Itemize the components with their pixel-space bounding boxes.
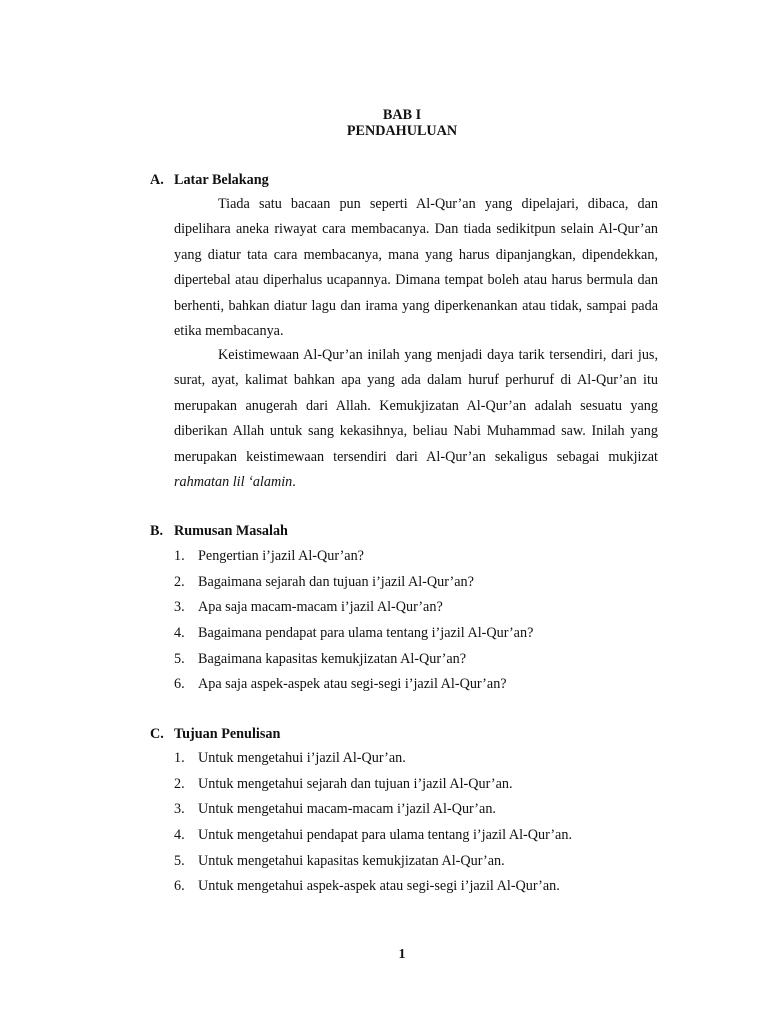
list-item <box>174 749 572 775</box>
section-c-letter: C. <box>150 726 164 742</box>
section-a-title: Latar Belakang <box>174 172 269 188</box>
chapter-number: BAB I <box>382 107 422 123</box>
section-a-heading <box>150 171 269 189</box>
list-text: Untuk mengetahui macam-macam i’jazil Al-Qur’an. <box>198 801 496 818</box>
section-b-title: Rumusan Masalah <box>174 523 288 539</box>
list-number: 1. <box>174 548 185 564</box>
list-text: Bagaimana pendapat para ulama tentang i’jazil Al-Qur’an? <box>198 625 534 642</box>
list-text: Apa saja aspek-aspek atau segi-segi i’jazil Al-Qur’an? <box>198 676 507 693</box>
list-text: Bagaimana kapasitas kemukjizatan Al-Qur’an? <box>198 650 467 667</box>
problem-list <box>174 547 533 701</box>
list-item <box>174 877 572 903</box>
paragraph-2-end: . <box>292 474 296 491</box>
page-number: 1 <box>398 947 406 962</box>
section-a-letter: A. <box>150 172 164 188</box>
list-number: 2. <box>174 573 185 590</box>
paragraph-2-italic: rahmatan lil ‘alamin <box>174 474 293 491</box>
list-text: Bagaimana sejarah dan tujuan i’jazil Al-Qur’an? <box>198 573 474 590</box>
list-item <box>174 826 572 852</box>
list-item <box>174 800 572 826</box>
section-c-title: Tujuan Penulisan <box>174 726 281 742</box>
list-number: 6. <box>174 676 185 693</box>
list-item <box>174 573 533 599</box>
list-number: 4. <box>174 625 185 642</box>
goal-list <box>174 749 572 903</box>
list-item <box>174 852 572 878</box>
list-number: 3. <box>174 801 185 818</box>
list-number: 1. <box>174 750 185 766</box>
section-b-heading <box>150 522 288 540</box>
list-item <box>174 598 533 624</box>
chapter-title: PENDAHULUAN <box>346 123 458 139</box>
list-number: 2. <box>174 775 185 792</box>
paragraph-2-main: Keistimewaan Al-Qur’an inilah yang menjadi daya tarik tersendiri, dari jus, surat, ayat, kalimat bahkan apa yang ada dalam huruf perhuruf di Al-Qur’an itu merupakan anugerah dari Allah. Kemukjizatan Al-Qur’an adalah sesuatu yang diberikan Allah untuk sang kekasihnya, beliau Nabi Muhammad saw. Inilah yang merupakan keistimewaan tersendiri dari Al-Qur’an sekaligus sebagai mukjizat <box>174 347 658 465</box>
list-text: Untuk mengetahui i’jazil Al-Qur’an. <box>198 750 406 766</box>
list-item <box>174 624 533 650</box>
list-text: Untuk mengetahui pendapat para ulama tentang i’jazil Al-Qur’an. <box>198 827 572 844</box>
section-a-paragraph-2 <box>174 343 658 495</box>
list-item <box>174 650 533 676</box>
list-number: 6. <box>174 878 185 895</box>
list-text: Untuk mengetahui sejarah dan tujuan i’jazil Al-Qur’an. <box>198 775 513 792</box>
section-a-paragraph-1: Tiada satu bacaan pun seperti Al-Qur’an yang dipelajari, dibaca, dan dipelihara aneka riwayat cara membacanya. Dan tiada sedikitpun selain Al-Qur’an yang diatur tata cara membacanya, mana yang harus dipanjangkan, dipendekkan, dipertebal atau diperhalus ucapannya. Dimana tempat boleh atau harus bermula dan berhenti, bahkan diatur lagu dan irama yang diperkenankan atau tidak, sampai pada etika membacanya. <box>174 196 658 340</box>
list-text: Apa saja macam-macam i’jazil Al-Qur’an? <box>198 599 443 616</box>
list-number: 5. <box>174 852 185 869</box>
list-number: 3. <box>174 599 185 616</box>
list-item <box>174 775 572 801</box>
list-number: 4. <box>174 827 185 844</box>
section-b-letter: B. <box>150 523 164 539</box>
list-number: 5. <box>174 650 185 667</box>
list-item <box>174 675 533 701</box>
list-text: Untuk mengetahui kapasitas kemukjizatan Al-Qur’an. <box>198 852 505 869</box>
section-c-heading <box>150 725 280 743</box>
list-text: Untuk mengetahui aspek-aspek atau segi-segi i’jazil Al-Qur’an. <box>198 878 560 895</box>
list-item <box>174 547 533 573</box>
list-text: Pengertian i’jazil Al-Qur’an? <box>198 548 364 564</box>
